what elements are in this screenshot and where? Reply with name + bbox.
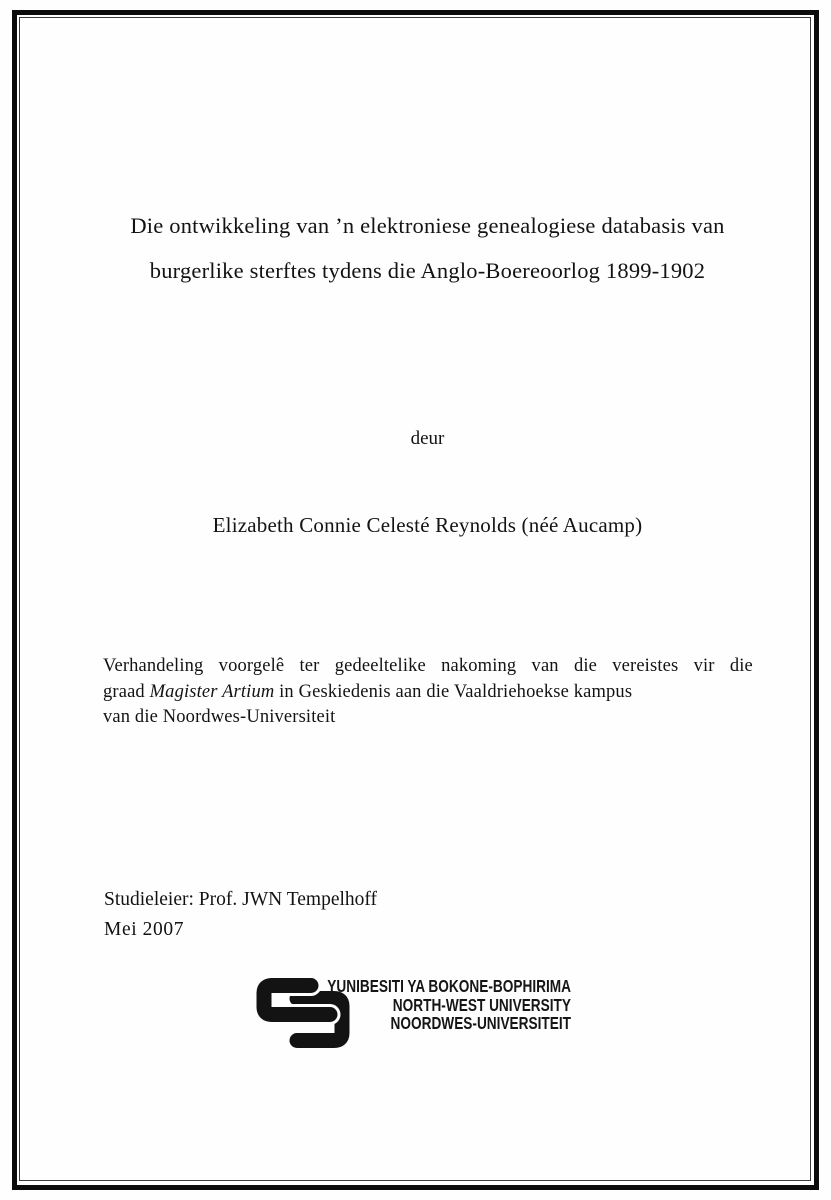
submission-line1-word: gedeeltelike bbox=[334, 656, 426, 676]
submission-line1-word: vir bbox=[693, 656, 715, 676]
submission-line1-word: Verhandeling bbox=[103, 656, 204, 676]
submission-statement bbox=[103, 654, 753, 731]
submission-line1 bbox=[103, 654, 753, 680]
university-name-english: NORTH-WEST UNIVERSITY bbox=[392, 994, 571, 1015]
supervisor-block bbox=[104, 885, 377, 945]
date-line: Mei 2007 bbox=[104, 919, 185, 940]
author-name: Elizabeth Connie Celesté Reynolds (néé Aucamp) bbox=[212, 513, 643, 537]
thesis-title-line2: burgerlike sterftes tydens die Anglo-Boereoorlog 1899-1902 bbox=[149, 258, 706, 283]
submission-line2-suffix: in Geskiedenis aan die Vaaldriehoekse kampus bbox=[279, 681, 633, 702]
submission-line2 bbox=[103, 680, 753, 706]
submission-line1-word: voorgelê bbox=[218, 656, 285, 676]
submission-line1-word: die bbox=[729, 656, 753, 676]
submission-line1-word: van bbox=[531, 656, 559, 676]
submission-line1-word: die bbox=[573, 656, 598, 676]
supervisor-line: Studieleier: Prof. JWN Tempelhoff bbox=[104, 889, 378, 910]
submission-line2-prefix: graad bbox=[103, 681, 145, 702]
thesis-title-line1: Die ontwikkeling van ’n elektroniese genealogiese databasis van bbox=[130, 213, 725, 238]
submission-line1-word: vereistes bbox=[612, 656, 679, 676]
submission-line1-word: nakoming bbox=[441, 656, 517, 676]
university-name-setswana: YUNIBESITI YA BOKONE-BOPHIRIMA bbox=[327, 976, 571, 996]
submission-line3: van die Noordwes-Universiteit bbox=[103, 707, 336, 727]
university-name-block bbox=[320, 977, 571, 1033]
byline-deur: deur bbox=[410, 428, 445, 449]
university-name-afrikaans: NOORDWES-UNIVERSITEIT bbox=[390, 1013, 571, 1034]
degree-name-italic: Magister Artium bbox=[149, 681, 275, 702]
submission-line1-word: ter bbox=[299, 656, 320, 676]
